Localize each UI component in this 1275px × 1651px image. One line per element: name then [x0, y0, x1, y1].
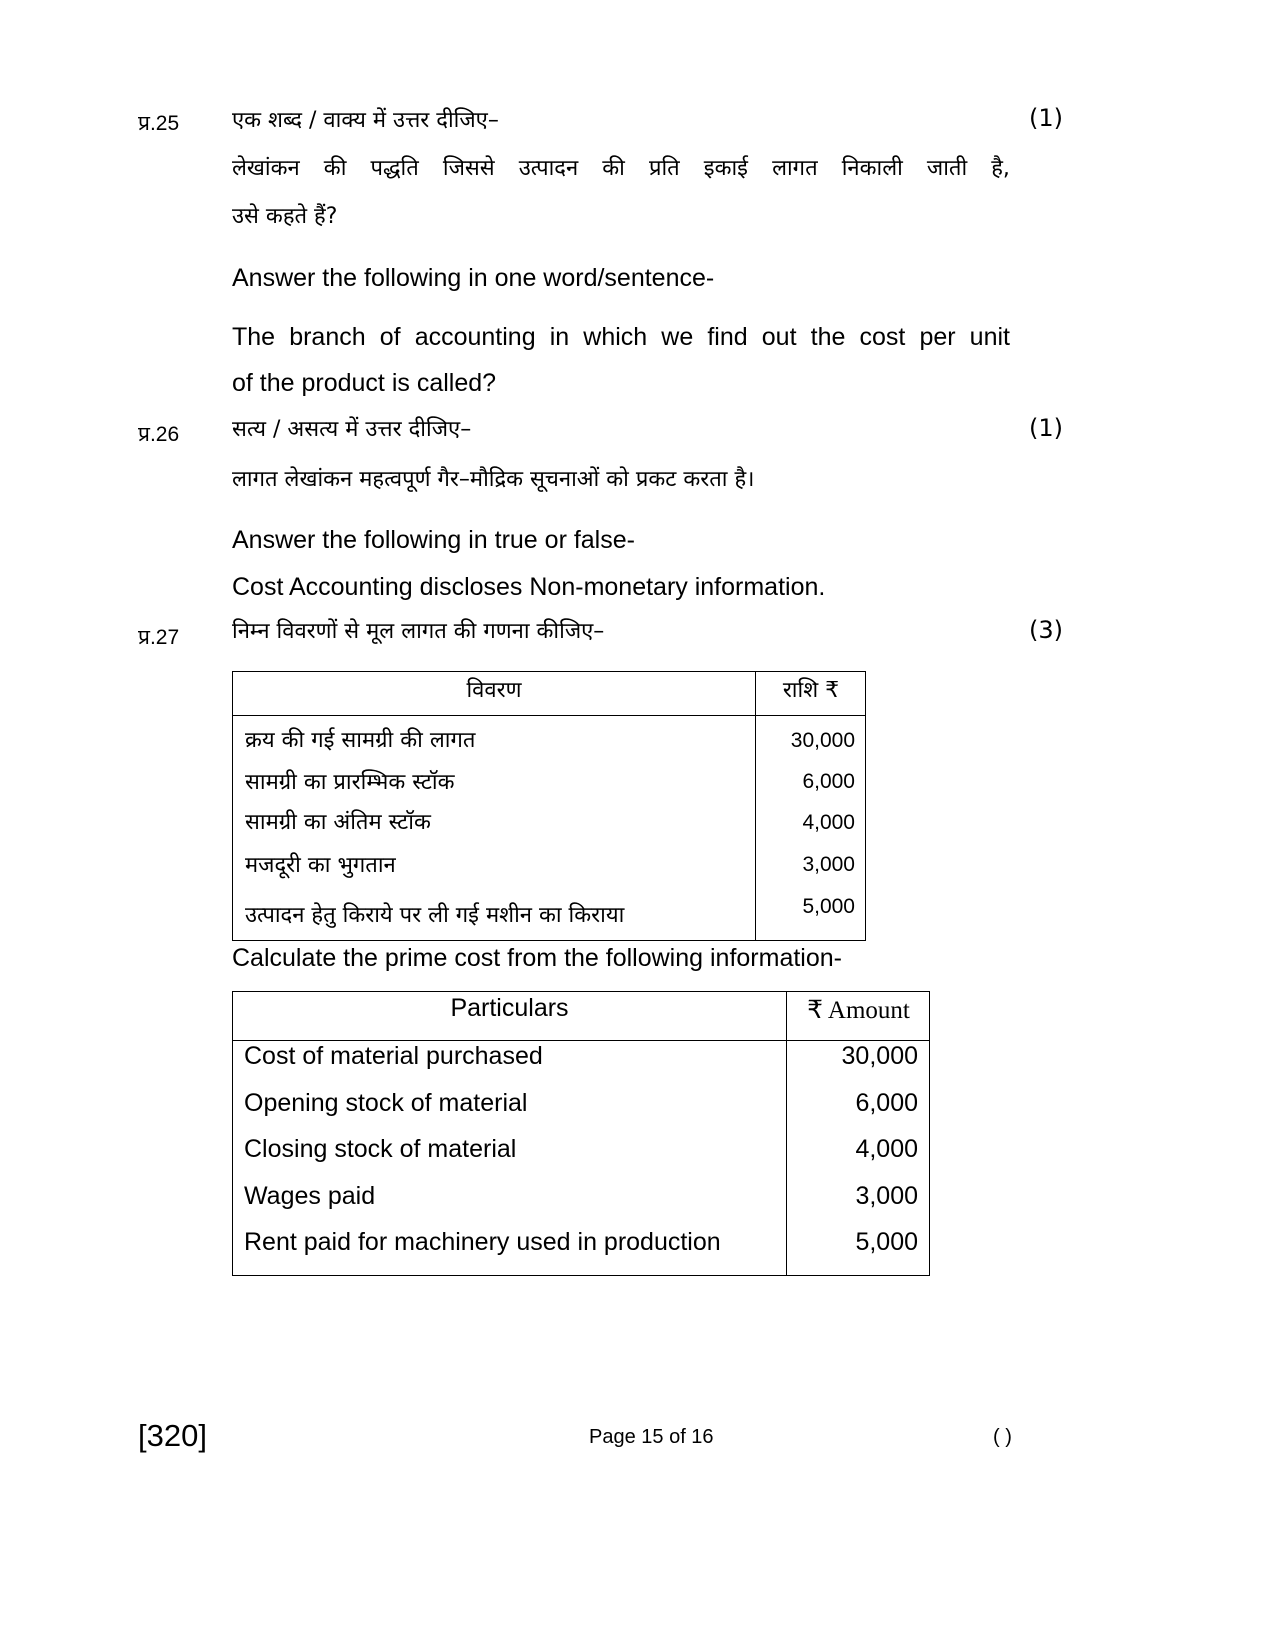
hindi-row-amount: 30,000	[790, 729, 855, 752]
english-row-particular: Rent paid for machinery used in production	[244, 1228, 721, 1256]
word: है,	[991, 156, 1010, 181]
q26-marks: (1)	[1029, 414, 1063, 442]
table-divider	[233, 715, 865, 716]
hindi-row-amount: 6,000	[802, 770, 855, 793]
english-data-table	[232, 991, 930, 1276]
question-number-26: प्र.26	[138, 423, 180, 446]
english-header-particulars: Particulars	[450, 994, 569, 1022]
word: cost	[859, 323, 906, 351]
word: लागत	[772, 156, 818, 181]
hindi-row-particular: मजदूरी का भुगतान	[245, 853, 396, 878]
word: उत्पादन	[518, 156, 579, 181]
word: accounting	[414, 323, 536, 351]
q25-hindi-instruction: एक शब्द / वाक्य में उत्तर दीजिए–	[232, 108, 499, 133]
word: the	[810, 323, 846, 351]
english-row-amount: 4,000	[855, 1135, 918, 1163]
q27-hindi-instruction: निम्न विवरणों से मूल लागत की गणना कीजिए–	[232, 619, 605, 644]
word: लेखांकन	[232, 156, 300, 181]
q25-hindi-question-line2: उसे कहते हैं?	[232, 204, 338, 229]
english-row-particular: Wages paid	[244, 1182, 376, 1210]
hindi-row-particular: सामग्री का प्रारम्भिक स्टॉक	[245, 770, 455, 795]
word: जाती	[926, 156, 968, 181]
word: की	[323, 156, 347, 181]
word: we	[661, 323, 694, 351]
english-header-amount: ₹ Amount	[807, 997, 910, 1024]
q25-english-question-line1	[232, 323, 1010, 352]
hindi-row-amount: 5,000	[802, 895, 855, 918]
question-number-25: प्र.25	[138, 112, 180, 135]
hindi-data-table	[232, 671, 866, 941]
word: The	[232, 323, 276, 351]
word: which	[583, 323, 648, 351]
q27-english-instruction: Calculate the prime cost from the following information-	[232, 944, 842, 972]
word: of	[379, 323, 401, 351]
q25-marks: (1)	[1029, 104, 1063, 132]
word: प्रति	[648, 156, 680, 181]
hindi-row-particular: क्रय की गई सामग्री की लागत	[245, 728, 476, 753]
q26-hindi-question: लागत लेखांकन महत्वपूर्ण गैर–मौद्रिक सूचनाओं को प्रकट करता है।	[232, 467, 755, 492]
word: की	[602, 156, 625, 181]
q26-hindi-instruction: सत्य / असत्य में उत्तर दीजिए–	[232, 417, 472, 442]
english-row-particular: Cost of material purchased	[244, 1042, 543, 1070]
english-row-amount: 3,000	[855, 1182, 918, 1210]
table-divider	[233, 1040, 929, 1041]
hindi-row-amount: 4,000	[802, 811, 855, 834]
word: इकाई	[703, 156, 748, 181]
question-number-27: प्र.27	[138, 626, 180, 649]
hindi-row-particular: उत्पादन हेतु किराये पर ली गई मशीन का किराया	[245, 903, 625, 928]
word: पद्धति	[370, 156, 419, 181]
page-number: Page 15 of 16	[589, 1426, 714, 1448]
english-row-particular: Opening stock of material	[244, 1089, 528, 1117]
word: निकाली	[841, 156, 903, 181]
word: जिससे	[442, 156, 495, 181]
footer-parentheses: ( )	[993, 1426, 1012, 1448]
word: branch	[289, 323, 366, 351]
hindi-header-particulars: विवरण	[466, 678, 522, 703]
q25-english-question-line2: of the product is called?	[232, 369, 497, 397]
english-row-amount: 30,000	[841, 1042, 918, 1070]
table-divider	[786, 992, 787, 1275]
word: unit	[969, 323, 1010, 351]
word: out	[761, 323, 797, 351]
word: in	[549, 323, 570, 351]
hindi-row-particular: सामग्री का अंतिम स्टॉक	[245, 810, 431, 835]
english-row-amount: 5,000	[855, 1228, 918, 1256]
q25-hindi-question-line1	[232, 152, 1010, 182]
hindi-row-amount: 3,000	[802, 853, 855, 876]
word: per	[919, 323, 956, 351]
paper-code: [320]	[138, 1418, 207, 1453]
english-row-amount: 6,000	[855, 1089, 918, 1117]
q27-marks: (3)	[1029, 616, 1063, 644]
q26-english-question: Cost Accounting discloses Non-monetary information.	[232, 573, 826, 601]
q25-english-instruction: Answer the following in one word/sentence-	[232, 264, 715, 292]
word: find	[707, 323, 748, 351]
q26-english-instruction: Answer the following in true or false-	[232, 526, 635, 554]
hindi-header-amount: राशि ₹	[782, 678, 840, 703]
table-divider	[755, 672, 756, 940]
english-row-particular: Closing stock of material	[244, 1135, 517, 1163]
